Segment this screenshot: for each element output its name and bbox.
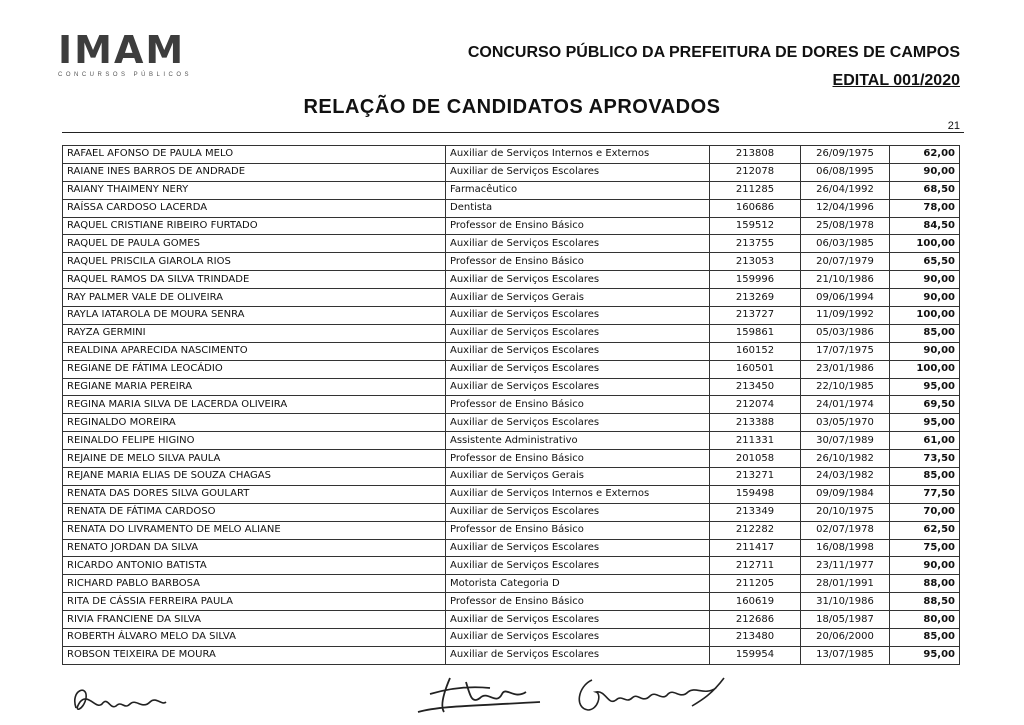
table-row <box>63 253 960 271</box>
table-row <box>63 181 960 199</box>
birthdate-cell: 09/09/1984 <box>801 485 890 503</box>
inscription-cell: 213450 <box>710 378 801 396</box>
inscription-cell: 212711 <box>710 557 801 575</box>
cargo-cell: Assistente Administrativo <box>446 432 710 450</box>
score-cell: 85,00 <box>890 468 960 486</box>
score-cell: 69,50 <box>890 396 960 414</box>
page-number: 21 <box>947 120 960 132</box>
cargo-cell: Auxiliar de Serviços Escolares <box>446 646 710 664</box>
birthdate-cell: 18/05/1987 <box>801 611 890 629</box>
inscription-cell: 212282 <box>710 521 801 539</box>
inscription-cell: 213349 <box>710 503 801 521</box>
birthdate-cell: 23/01/1986 <box>801 360 890 378</box>
table-row <box>63 503 960 521</box>
inscription-cell: 160152 <box>710 342 801 360</box>
candidate-name-cell: RAQUEL CRISTIANE RIBEIRO FURTADO <box>63 217 446 235</box>
cargo-cell: Auxiliar de Serviços Gerais <box>446 468 710 486</box>
candidate-name-cell: RAQUEL RAMOS DA SILVA TRINDADE <box>63 271 446 289</box>
cargo-cell: Professor de Ensino Básico <box>446 593 710 611</box>
score-cell: 77,50 <box>890 485 960 503</box>
cargo-cell: Auxiliar de Serviços Escolares <box>446 629 710 647</box>
candidate-name-cell: RAIANE INES BARROS DE ANDRADE <box>63 163 446 181</box>
table-row <box>63 646 960 664</box>
score-cell: 90,00 <box>890 289 960 307</box>
candidate-name-cell: RAYLA IATAROLA DE MOURA SENRA <box>63 307 446 325</box>
birthdate-cell: 06/08/1995 <box>801 163 890 181</box>
cargo-cell: Dentista <box>446 199 710 217</box>
birthdate-cell: 13/07/1985 <box>801 646 890 664</box>
table-row <box>63 557 960 575</box>
cargo-cell: Professor de Ensino Básico <box>446 521 710 539</box>
birthdate-cell: 26/04/1992 <box>801 181 890 199</box>
candidate-name-cell: RICHARD PABLO BARBOSA <box>63 575 446 593</box>
table-row <box>63 450 960 468</box>
candidates-table-body <box>63 146 960 665</box>
inscription-cell: 160619 <box>710 593 801 611</box>
score-cell: 100,00 <box>890 307 960 325</box>
inscription-cell: 213271 <box>710 468 801 486</box>
score-cell: 100,00 <box>890 235 960 253</box>
inscription-cell: 213053 <box>710 253 801 271</box>
cargo-cell: Auxiliar de Serviços Escolares <box>446 539 710 557</box>
candidate-name-cell: REGIANE DE FÁTIMA LEOCÁDIO <box>63 360 446 378</box>
score-cell: 75,00 <box>890 539 960 557</box>
score-cell: 73,50 <box>890 450 960 468</box>
score-cell: 70,00 <box>890 503 960 521</box>
cargo-cell: Auxiliar de Serviços Escolares <box>446 163 710 181</box>
inscription-cell: 159861 <box>710 324 801 342</box>
table-row <box>63 485 960 503</box>
signature-left <box>66 680 176 720</box>
birthdate-cell: 25/08/1978 <box>801 217 890 235</box>
score-cell: 80,00 <box>890 611 960 629</box>
header-divider <box>62 132 964 133</box>
inscription-cell: 212686 <box>710 611 801 629</box>
birthdate-cell: 26/10/1982 <box>801 450 890 468</box>
score-cell: 88,00 <box>890 575 960 593</box>
candidate-name-cell: RAYZA GERMINI <box>63 324 446 342</box>
candidate-name-cell: RAQUEL PRISCILA GIAROLA RIOS <box>63 253 446 271</box>
table-row <box>63 271 960 289</box>
table-row <box>63 360 960 378</box>
birthdate-cell: 20/10/1975 <box>801 503 890 521</box>
score-cell: 61,00 <box>890 432 960 450</box>
signature-right <box>572 670 732 720</box>
logo-subtitle: CONCURSOS PÚBLICOS <box>58 72 193 78</box>
score-cell: 78,00 <box>890 199 960 217</box>
table-row <box>63 342 960 360</box>
table-row <box>63 307 960 325</box>
table-row <box>63 378 960 396</box>
document-title: RELAÇÃO DE CANDIDATOS APROVADOS <box>303 96 721 118</box>
inscription-cell: 213269 <box>710 289 801 307</box>
candidate-name-cell: ROBERTH ÁLVARO MELO DA SILVA <box>63 629 446 647</box>
candidate-name-cell: RIVIA FRANCIENE DA SILVA <box>63 611 446 629</box>
birthdate-cell: 06/03/1985 <box>801 235 890 253</box>
birthdate-cell: 30/07/1989 <box>801 432 890 450</box>
score-cell: 84,50 <box>890 217 960 235</box>
score-cell: 90,00 <box>890 163 960 181</box>
cargo-cell: Auxiliar de Serviços Escolares <box>446 342 710 360</box>
table-row <box>63 629 960 647</box>
candidate-name-cell: RITA DE CÁSSIA FERREIRA PAULA <box>63 593 446 611</box>
birthdate-cell: 26/09/1975 <box>801 146 890 164</box>
table-row <box>63 414 960 432</box>
candidate-name-cell: REGIANE MARIA PEREIRA <box>63 378 446 396</box>
table-row <box>63 432 960 450</box>
inscription-cell: 213388 <box>710 414 801 432</box>
inscription-cell: 159512 <box>710 217 801 235</box>
signature-center <box>410 672 560 720</box>
candidate-name-cell: RENATO JORDAN DA SILVA <box>63 539 446 557</box>
candidate-name-cell: RENATA DO LIVRAMENTO DE MELO ALIANE <box>63 521 446 539</box>
candidate-name-cell: RAÍSSA CARDOSO LACERDA <box>63 199 446 217</box>
birthdate-cell: 23/11/1977 <box>801 557 890 575</box>
cargo-cell: Auxiliar de Serviços Internos e Externos <box>446 485 710 503</box>
inscription-cell: 211331 <box>710 432 801 450</box>
candidate-name-cell: REJAINE DE MELO SILVA PAULA <box>63 450 446 468</box>
candidate-name-cell: RICARDO ANTONIO BATISTA <box>63 557 446 575</box>
birthdate-cell: 28/01/1991 <box>801 575 890 593</box>
birthdate-cell: 03/05/1970 <box>801 414 890 432</box>
birthdate-cell: 16/08/1998 <box>801 539 890 557</box>
birthdate-cell: 11/09/1992 <box>801 307 890 325</box>
table-row <box>63 468 960 486</box>
candidate-name-cell: REINALDO FELIPE HIGINO <box>63 432 446 450</box>
table-row <box>63 539 960 557</box>
score-cell: 95,00 <box>890 414 960 432</box>
logo-text: IMAM <box>58 28 186 72</box>
inscription-cell: 211205 <box>710 575 801 593</box>
cargo-cell: Auxiliar de Serviços Escolares <box>446 611 710 629</box>
score-cell: 62,50 <box>890 521 960 539</box>
birthdate-cell: 21/10/1986 <box>801 271 890 289</box>
inscription-cell: 213480 <box>710 629 801 647</box>
inscription-cell: 213727 <box>710 307 801 325</box>
table-row <box>63 289 960 307</box>
score-cell: 90,00 <box>890 557 960 575</box>
cargo-cell: Auxiliar de Serviços Escolares <box>446 414 710 432</box>
candidate-name-cell: REGINA MARIA SILVA DE LACERDA OLIVEIRA <box>63 396 446 414</box>
score-cell: 62,00 <box>890 146 960 164</box>
birthdate-cell: 22/10/1985 <box>801 378 890 396</box>
inscription-cell: 159996 <box>710 271 801 289</box>
candidate-name-cell: RAY PALMER VALE DE OLIVEIRA <box>63 289 446 307</box>
score-cell: 95,00 <box>890 646 960 664</box>
birthdate-cell: 05/03/1986 <box>801 324 890 342</box>
table-row <box>63 324 960 342</box>
birthdate-cell: 31/10/1986 <box>801 593 890 611</box>
inscription-cell: 213808 <box>710 146 801 164</box>
inscription-cell: 159498 <box>710 485 801 503</box>
table-row <box>63 217 960 235</box>
score-cell: 65,50 <box>890 253 960 271</box>
inscription-cell: 201058 <box>710 450 801 468</box>
birthdate-cell: 20/06/2000 <box>801 629 890 647</box>
inscription-cell: 211417 <box>710 539 801 557</box>
cargo-cell: Auxiliar de Serviços Escolares <box>446 271 710 289</box>
table-row <box>63 575 960 593</box>
contest-title: CONCURSO PÚBLICO DA PREFEITURA DE DORES DE CAMPOS <box>467 44 960 61</box>
candidate-name-cell: RAIANY THAIMENY NERY <box>63 181 446 199</box>
table-row <box>63 146 960 164</box>
cargo-cell: Professor de Ensino Básico <box>446 450 710 468</box>
birthdate-cell: 09/06/1994 <box>801 289 890 307</box>
candidates-table <box>62 145 960 665</box>
table-row <box>63 593 960 611</box>
cargo-cell: Professor de Ensino Básico <box>446 253 710 271</box>
cargo-cell: Auxiliar de Serviços Escolares <box>446 503 710 521</box>
cargo-cell: Auxiliar de Serviços Escolares <box>446 235 710 253</box>
cargo-cell: Auxiliar de Serviços Gerais <box>446 289 710 307</box>
birthdate-cell: 24/01/1974 <box>801 396 890 414</box>
inscription-cell: 212078 <box>710 163 801 181</box>
cargo-cell: Auxiliar de Serviços Escolares <box>446 360 710 378</box>
inscription-cell: 213755 <box>710 235 801 253</box>
candidate-name-cell: REGINALDO MOREIRA <box>63 414 446 432</box>
cargo-cell: Professor de Ensino Básico <box>446 217 710 235</box>
candidate-name-cell: RAQUEL DE PAULA GOMES <box>63 235 446 253</box>
edital-number: EDITAL 001/2020 <box>832 72 960 89</box>
table-row <box>63 611 960 629</box>
table-row <box>63 396 960 414</box>
birthdate-cell: 24/03/1982 <box>801 468 890 486</box>
candidate-name-cell: REJANE MARIA ELIAS DE SOUZA CHAGAS <box>63 468 446 486</box>
cargo-cell: Auxiliar de Serviços Escolares <box>446 378 710 396</box>
cargo-cell: Farmacêutico <box>446 181 710 199</box>
table-row <box>63 235 960 253</box>
imam-logo <box>58 30 198 78</box>
signatures-area <box>0 670 1024 725</box>
score-cell: 68,50 <box>890 181 960 199</box>
score-cell: 85,00 <box>890 629 960 647</box>
score-cell: 100,00 <box>890 360 960 378</box>
cargo-cell: Professor de Ensino Básico <box>446 396 710 414</box>
candidate-name-cell: RENATA DE FÁTIMA CARDOSO <box>63 503 446 521</box>
birthdate-cell: 02/07/1978 <box>801 521 890 539</box>
inscription-cell: 159954 <box>710 646 801 664</box>
score-cell: 90,00 <box>890 342 960 360</box>
birthdate-cell: 20/07/1979 <box>801 253 890 271</box>
inscription-cell: 212074 <box>710 396 801 414</box>
table-row <box>63 163 960 181</box>
score-cell: 90,00 <box>890 271 960 289</box>
candidate-name-cell: REALDINA APARECIDA NASCIMENTO <box>63 342 446 360</box>
birthdate-cell: 12/04/1996 <box>801 199 890 217</box>
cargo-cell: Auxiliar de Serviços Escolares <box>446 307 710 325</box>
candidate-name-cell: RENATA DAS DORES SILVA GOULART <box>63 485 446 503</box>
score-cell: 85,00 <box>890 324 960 342</box>
cargo-cell: Auxiliar de Serviços Internos e Externos <box>446 146 710 164</box>
inscription-cell: 160686 <box>710 199 801 217</box>
cargo-cell: Auxiliar de Serviços Escolares <box>446 324 710 342</box>
table-row <box>63 521 960 539</box>
score-cell: 88,50 <box>890 593 960 611</box>
inscription-cell: 211285 <box>710 181 801 199</box>
candidate-name-cell: RAFAEL AFONSO DE PAULA MELO <box>63 146 446 164</box>
table-row <box>63 199 960 217</box>
cargo-cell: Auxiliar de Serviços Escolares <box>446 557 710 575</box>
score-cell: 95,00 <box>890 378 960 396</box>
birthdate-cell: 17/07/1975 <box>801 342 890 360</box>
cargo-cell: Motorista Categoria D <box>446 575 710 593</box>
candidate-name-cell: ROBSON TEIXEIRA DE MOURA <box>63 646 446 664</box>
inscription-cell: 160501 <box>710 360 801 378</box>
